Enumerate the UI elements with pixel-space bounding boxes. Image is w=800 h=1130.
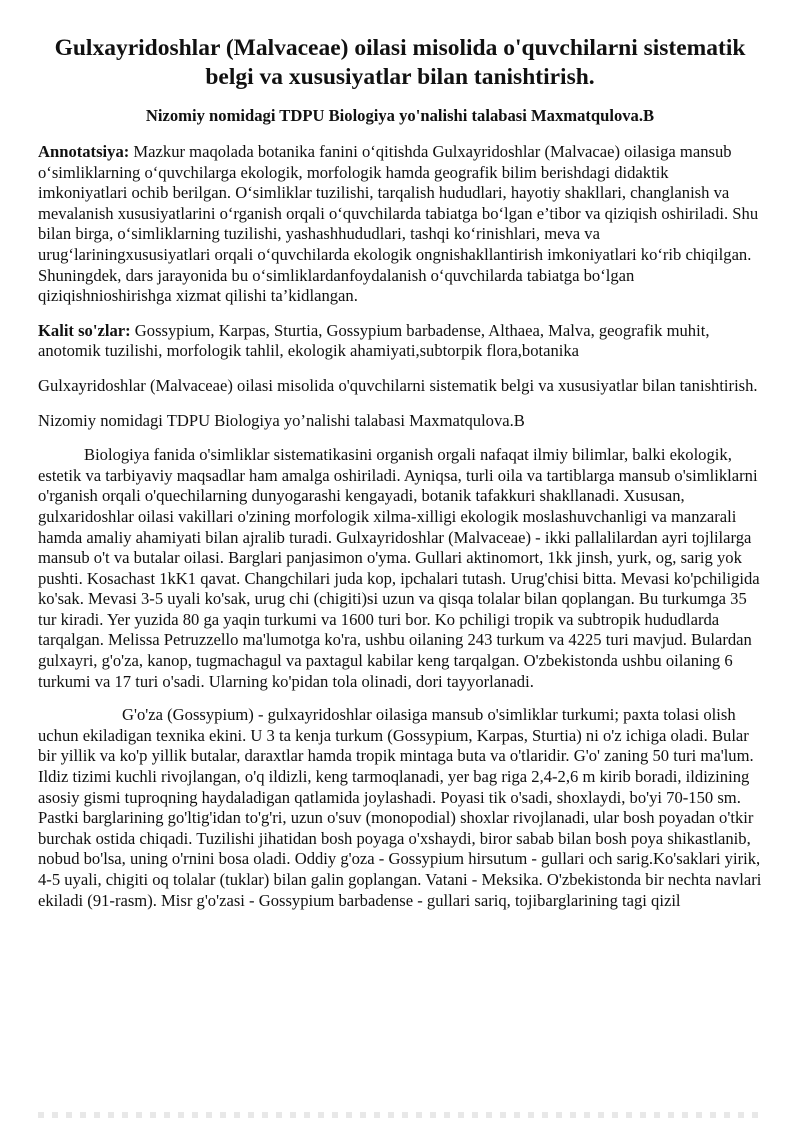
annotation-paragraph xyxy=(38,142,762,307)
keywords-label: Kalit so'zlar: xyxy=(38,320,131,340)
author-line: Nizomiy nomidagi TDPU Biologiya yo'nalishi talabasi Maxmatqulova.B xyxy=(145,106,655,125)
keywords-text: Gossypium, Karpas, Sturtia, Gossypium barbadense, Althaea, Malva, geografik muhit, anotomik tuzilishi, morfologik tahlil, ekologik ahamiyati,subtorpik flora,botanika xyxy=(38,320,710,361)
repeat-title: Gulxayridoshlar (Malvaceae) oilasi misolida o'quvchilarni sistematik belgi va xususiyatlar bilan tanishtirish. xyxy=(38,375,758,395)
cut-off-line xyxy=(38,1112,762,1118)
annotation-label: Annotatsiya: xyxy=(38,142,130,161)
repeat-author: Nizomiy nomidagi TDPU Biologiya yo’nalishi talabasi Maxmatqulova.B xyxy=(38,410,525,430)
keywords-paragraph xyxy=(38,321,762,362)
document-title: Gulxayridoshlar (Malvaceae) oilasi misolida o'quvchilarni sistematik belgi va xususiyatlar bilan tanishtirish. xyxy=(54,35,746,90)
body-paragraph-2: G'o'za (Gossypium) - gulxayridoshlar oilasiga mansub o'simliklar turkumi; paxta tolasi olish uchun ekiladigan texnika ekini. U 3 ta kenja turkum (Gossypium, Karpas, Sturtia) ni o'z ichiga oladi. Bular bir yillik va ko'p yillik butalar, daraxtlar hamda tropik mintaga buta va o'tlaridir. G'o' zaning 50 turi ma'lum. Ildiz tizimi kuchli rivojlangan, o'q ildizli, keng tarmoqlanadi, yer bag riga 2,4-2,6 m kirib boradi, ildizining asosiy gismi tuproqning haydaladigan qatlamida joylashadi. Poyasi tik o'sadi, shoxlaydi, bo'yi 70-150 sm. Pastki barglarining go'ltig'idan to'g'ri, uzun o'suv (monopodial) shoxlar rivojlanadi, ular bosh poyadan o'tkir burchak ostida chiqadi. Tuzilishi jihatidan bosh poyaga o'xshaydi, biror sabab bilan bosh poya shikastlanib, nobud bo'lsa, uning o'rnini bosa oladi. Oddiy g'oza - Gossypium hirsutum - gullari och sarig.Ko'saklari yirik, 4-5 uyali, chigiti oq tolalar (tuklar) bilan galin goplangan. Vatani - Meksika. O'zbekistonda bir nechta navlari ekiladi (91-rasm). Misr g'o'zasi - Gossypium barbadense - gullari sariq, tojibarglarining tagi qizil xyxy=(38,705,762,910)
body-paragraph-1: Biologiya fanida o'simliklar sistematikasini organish orgali nafaqat ilmiy bilimlar, balki ekologik, estetik va tarbiyaviy maqsadlar ham amalga oshiriladi. Ayniqsa, turli oila va tartiblarga mansub o'simliklarni o'rganish orqali o'quechilarning dunyogarashi kengayadi, botanik tafakkuri shakllanadi. Xususan, gulxaridoshlar oilasi vakillari o'zining morfologik xilma-xilligi ekologik moslashuvchanligi va manzarali hamda amaliy ahamiyati bilan ajralib turadi. Gulxayridoshlar (Malvaceae) - ikki pallalilardan ayri tojlilarga mansub o't va butalar oilasi. Barglari panjasimon o'yma. Gullari aktinomort, 1kk jinsh, yurk, og, sarig yok pushti. Kosachast 1kK1 qavat. Changchilari juda kop, ipchalari tutash. Urug'chisi bitta. Mevasi ko'pchiligida ko'sak. Mevasi 3-5 uyali ko'sak, urug chi (chigiti)si uzun va qisqa tolalar bilan qoplangan. Bu turkumga 35 tur kiradi. Yer yuzida 80 ga yaqin turkumi va 1600 turi bor. Ko pchiligi tropik va subtropik hududlarda tarqalgan. Melissa Petruzzello ma'lumotga ko'ra, ushbu oilaning 243 turkum va 4225 turi mavjud. Bulardan gulxayri, g'o'za, kanop, tugmachagul va paxtagul kabilar keng tarqalgan. O'zbekistonda ushbu oilaning 6 turkumi va 17 turi o'sadi. Ularning ko'pidan tola olinadi, dori tayyorlanadi. xyxy=(38,445,760,691)
annotation-text: Mazkur maqolada botanika fanini o‘qitishda Gulxayridoshlar (Malvacae) oilasiga mansub o‘simliklarning o‘quvchilarga ekologik, morfologik hamda geografik bilim berishdagi didaktik imkoniyatlari ochib berilgan. O‘simliklar tuzilishi, tarqalish hududlari, hayotiy shakllari, changlanish va mevalanish xususiyatlarini o‘rganish orqali o‘quvchilarda tabiatga bo‘lgan e’tibor va qiziqish oshiriladi. Shu bilan birga, o‘simliklarning tuzilishi, yashashhududlari, tashqi ko‘rinishlari, meva va urug‘lariningxususiyatlari orqali o‘quvchilarda ekologik ongnishakllantirish imkoniyatlari ko‘rib chiqilgan. Shuningdek, dars jarayonida bu o‘simliklardanfoydalanish o‘quvchilarda tabiatga bo‘lgan qiziqishnioshirishga xizmat qilishi ta’kidlangan. xyxy=(38,142,759,306)
